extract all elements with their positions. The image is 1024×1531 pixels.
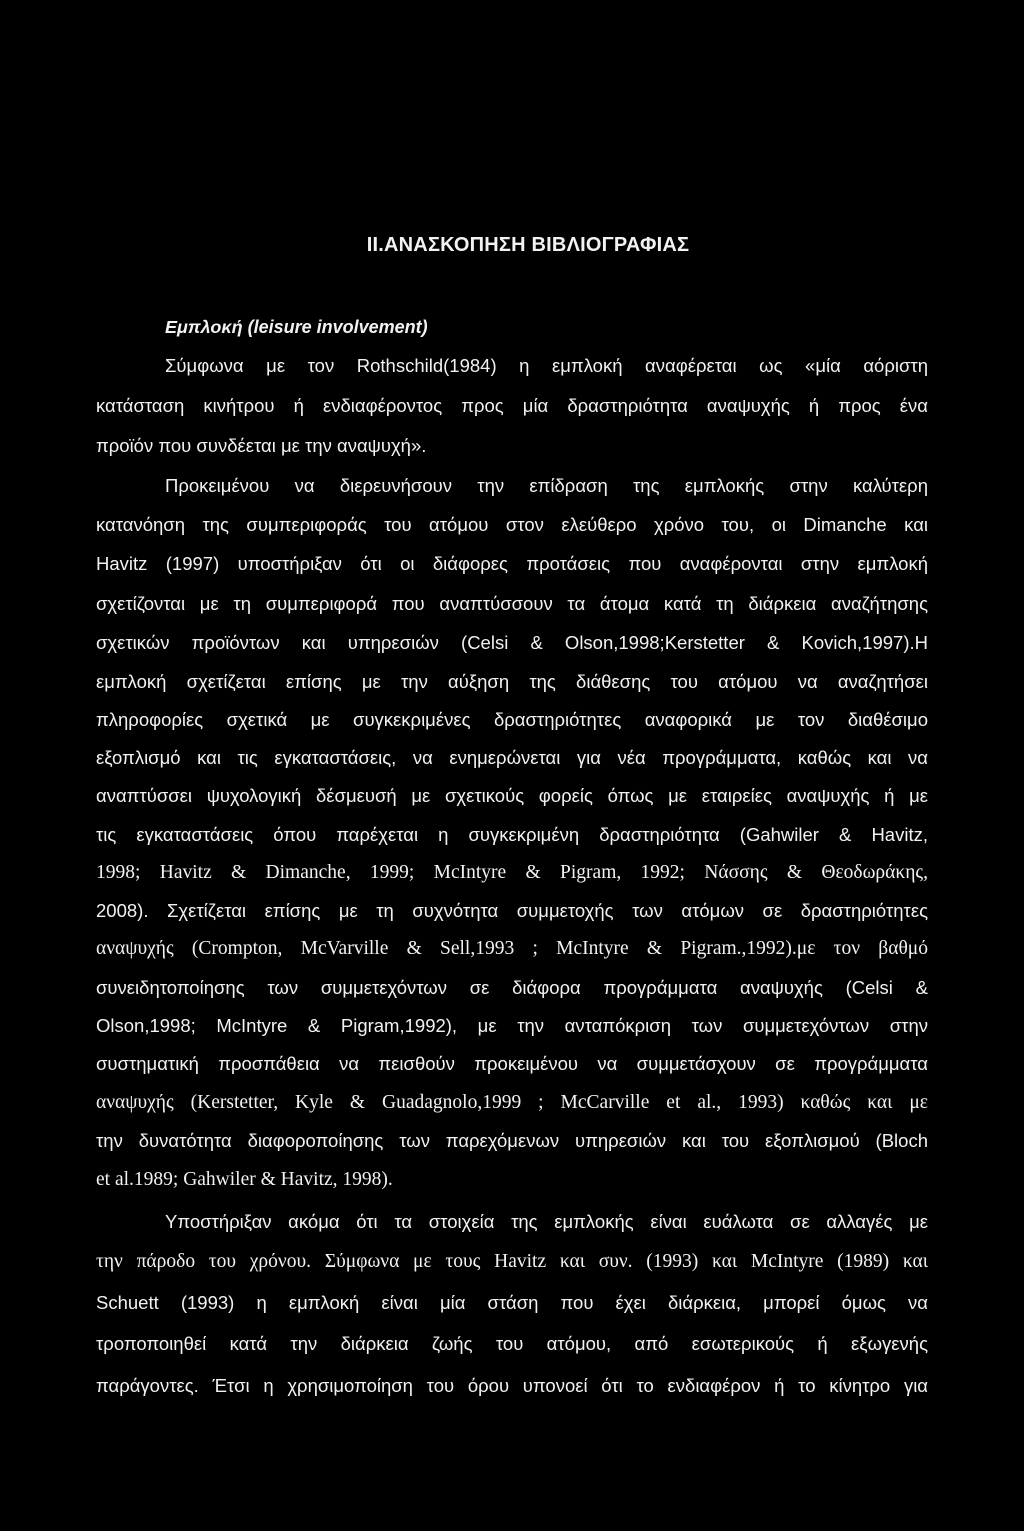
paragraph-line: Υποστήριξαν ακόμα ότι τα στοιχεία της εμπλοκής είναι ευάλωτα σε αλλαγές με [165, 1211, 928, 1232]
paragraph-line: Σύμφωνα με τον Rothschild(1984) η εμπλοκή αναφέρεται ως «μία αόριστη [165, 355, 928, 376]
section-title: II.ΑΝΑΣΚΟΠΗΣΗ ΒΙΒΛΙΟΓΡΑΦΙΑΣ [366, 234, 690, 256]
paragraph-line: συνειδητοποίησης των συμμετεχόντων σε διάφορα προγράμματα αναψυχής (Celsi & [96, 977, 928, 998]
paragraph-line: αναψυχής (Crompton, McVarville & Sell,1993 ; McIntyre & Pigram.,1992).με τον βαθμό [96, 938, 928, 959]
paragraph-line: πληροφορίες σχετικά με συγκεκριμένες δραστηριότητες αναφορικά με τον διαθέσιμο [96, 709, 928, 730]
paragraph-line: προϊόν που συνδέεται με την αναψυχή». [96, 435, 427, 456]
paragraph-line: τροποποιηθεί κατά την διάρκεια ζωής του ατόμου, από εσωτερικούς ή εξωγενής [96, 1333, 928, 1354]
paragraph-line: την δυνατότητα διαφοροποίησης των παρεχόμενων υπηρεσιών και του εξοπλισμού (Bloch [96, 1130, 928, 1151]
paragraph-line: παράγοντες. Έτσι η χρησιμοποίηση του όρου υπονοεί ότι το ενδιαφέρον ή το κίνητρο για [96, 1375, 928, 1396]
paragraph-line: Olson,1998; McIntyre & Pigram,1992), με την ανταπόκριση των συμμετεχόντων στην [96, 1015, 928, 1036]
paragraph-line: et al.1989; Gahwiler & Havitz, 1998). [96, 1169, 393, 1190]
paragraph-line: σχετικών προϊόντων και υπηρεσιών (Celsi & Olson,1998;Kerstetter & Kovich,1997).Η [96, 632, 928, 653]
paragraph-line: εμπλοκή σχετίζεται επίσης με την αύξηση της διάθεσης του ατόμου να αναζητήσει [96, 671, 928, 692]
subsection-title: Εμπλοκή (leisure involvement) [165, 317, 428, 337]
paragraph-line: τις εγκαταστάσεις όπου παρέχεται η συγκεκριμένη δραστηριότητα (Gahwiler & Havitz, [96, 824, 928, 845]
paragraph-line: 1998; Havitz & Dimanche, 1999; McIntyre & Pigram, 1992; Νάσσης & Θεοδωράκης, [96, 862, 928, 883]
paragraph-line: σχετίζονται με τη συμπεριφορά που αναπτύσσουν τα άτομα κατά τη διάρκεια αναζήτησης [96, 593, 928, 614]
paragraph-line: Προκειμένου να διερευνήσουν την επίδραση της εμπλοκής στην καλύτερη [165, 475, 928, 496]
paragraph-line: αναψυχής (Kerstetter, Kyle & Guadagnolo,1999 ; McCarville et al., 1993) καθώς και με [96, 1092, 928, 1113]
paragraph-line: 2008). Σχετίζεται επίσης με τη συχνότητα συμμετοχής των ατόμων σε δραστηριότητες [96, 900, 928, 921]
paragraph-line: κατανόηση της συμπεριφοράς του ατόμου στον ελεύθερο χρόνο του, οι Dimanche και [96, 514, 928, 535]
paragraph-line: την πάροδο του χρόνου. Σύμφωνα με τους Havitz και συν. (1993) και McIntyre (1989) και [96, 1251, 928, 1272]
paragraph-line: κατάσταση κινήτρου ή ενδιαφέροντος προς μία δραστηριότητα αναψυχής ή προς ένα [96, 395, 928, 416]
paragraph-line: αναπτύσσει ψυχολογική δέσμευσή με σχετικούς φορείς όπως με εταιρείες αναψυχής ή με [96, 785, 928, 806]
paragraph-line: εξοπλισμό και τις εγκαταστάσεις, να ενημερώνεται για νέα προγράμματα, καθώς και να [96, 747, 928, 768]
paragraph-line: Schuett (1993) η εμπλοκή είναι μία στάση που έχει διάρκεια, μπορεί όμως να [96, 1292, 928, 1313]
paragraph-line: συστηματική προσπάθεια να πεισθούν προκειμένου να συμμετάσχουν σε προγράμματα [96, 1053, 928, 1074]
paragraph-line: Havitz (1997) υποστήριξαν ότι οι διάφορες προτάσεις που αναφέρονται στην εμπλοκή [96, 553, 928, 574]
